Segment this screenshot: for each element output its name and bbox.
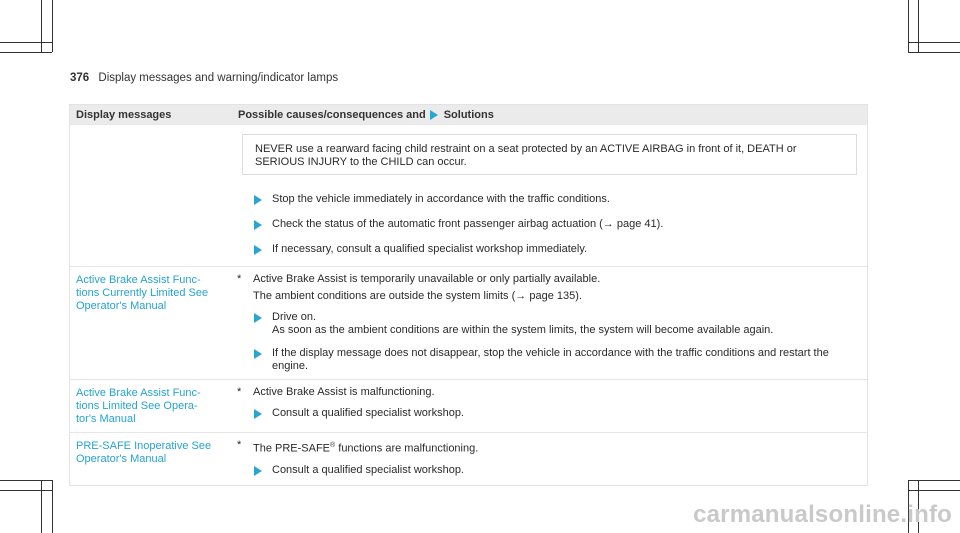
arrow-right-triangle-icon [254,466,262,476]
arrow-right-triangle-icon [254,409,262,419]
arrow-right-triangle-icon [254,245,262,255]
table-row [70,379,867,432]
arrow-right-triangle-icon [430,110,438,120]
arrow-right-triangle-icon [254,313,262,323]
display-messages-table [69,104,868,486]
page-number: 376 [70,72,90,84]
bullet-marker: * [237,273,242,285]
arrow-right-triangle-icon [254,220,262,230]
cause-text: The PRE-SAFE® functions are malfunctioning. [253,442,479,455]
header-solutions-label: Solutions [443,108,494,121]
arrow-right-triangle-icon [254,195,262,205]
cause-text: Active Brake Assist is temporarily unavailable or only partially available. [253,273,601,285]
solution-step: If necessary, consult a qualified specialist workshop immediately. [250,243,857,256]
cause-text: Active Brake Assist is malfunctioning. [253,386,435,398]
header-causes-solutions [230,109,867,121]
bullet-marker: * [237,386,242,398]
header-display-messages: Display messages [76,108,172,121]
solution-step: Consult a qualified specialist workshop. [250,407,857,420]
watermark: carmanualsonline.info [693,501,952,528]
solution-step: Stop the vehicle immediately in accordance with the traffic conditions. [250,193,857,206]
solution-step: Drive on. As soon as the ambient conditions are within the system limits, the system will become available again. [250,311,857,337]
solution-step: If the display message does not disappear, stop the vehicle in accordance with the traffic conditions and restart the engine. [250,347,857,373]
extra-text[interactable]: The ambient conditions are outside the system limits (→ page 135). [253,290,582,302]
solution-step: Consult a qualified specialist workshop. [250,464,857,477]
message-active-brake-assist-currently-limited: Active Brake Assist Func- tions Currently Limited See Operator's Manual [76,274,209,312]
warning-text: NEVER use a rearward facing child restraint on a seat protected by an ACTIVE AIRBAG in front of it, DEATH or SERIOUS INJURY to the CHILD can occur. [255,143,797,168]
table-row [70,124,867,266]
message-active-brake-assist-limited: Active Brake Assist Func- tions Limited See Opera- tor's Manual [76,387,201,425]
arrow-right-triangle-icon [254,349,262,359]
table-header [70,105,867,124]
page-header [70,72,338,84]
solution-step [250,218,857,231]
page-title: Display messages and warning/indicator lamps [98,72,339,84]
header-causes-label: Possible causes/consequences and [238,108,426,121]
page-link[interactable]: Check the status of the automatic front passenger airbag actuation (→ page 41). [272,218,664,230]
table-row [70,432,867,485]
warning-box [242,134,857,175]
bullet-marker: * [237,439,242,451]
message-pre-safe-inoperative: PRE-SAFE Inoperative See Operator's Manual [76,440,212,465]
registered-mark: ® [330,442,336,449]
table-row [70,266,867,379]
